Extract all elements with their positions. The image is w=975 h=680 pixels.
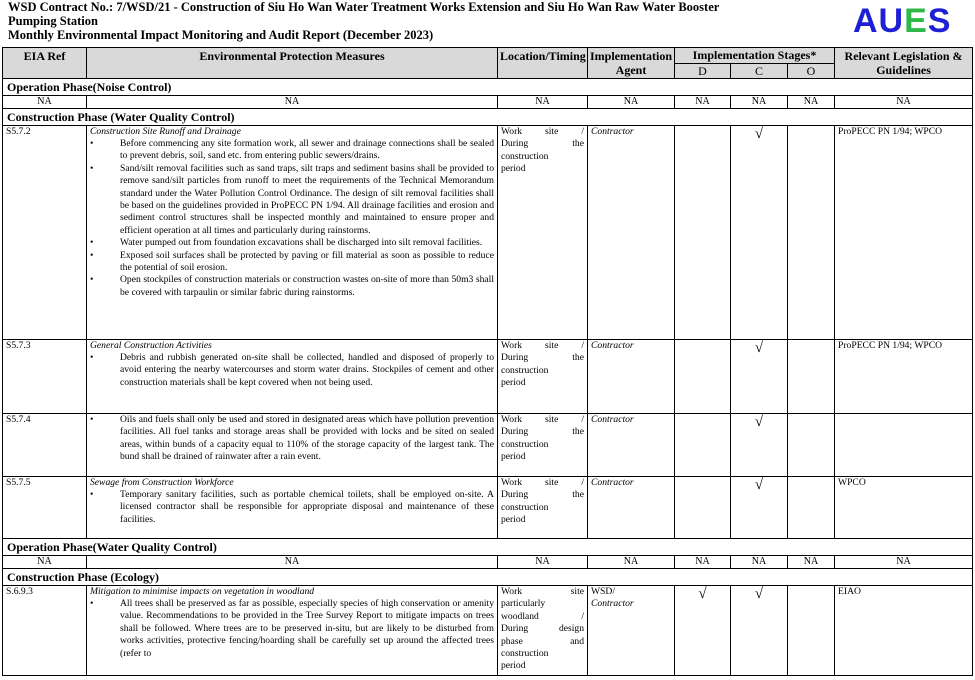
check-icon: √	[675, 586, 731, 676]
list-item: • Temporary sanitary facilities, such as portable chemical toilets, shall be employed on-site. A licensed contractor shall be responsible for appropriate disposal and maintenance of these facilities.	[120, 489, 494, 526]
col-stage-c: C	[731, 63, 788, 79]
list-item: • Oils and fuels shall only be used and stored in designated areas which have pollution prevention facilities. All fuel tanks and storage areas shall be provided with locks and be sited on sealed areas, within bunds of a capacity equal to 110% of the storage capacity of the largest tank. The bund shall be drained of rainwater after a rain event.	[120, 414, 494, 464]
check-icon: √	[731, 126, 788, 340]
implementation-schedule-table	[2, 47, 973, 676]
check-icon: √	[731, 340, 788, 414]
phase-noise: Operation Phase(Noise Control)	[3, 79, 973, 96]
check-icon: √	[731, 586, 788, 676]
measure-title: General Construction Activities	[90, 340, 212, 351]
report-title: Monthly Environmental Impact Monitoring and Audit Report (December 2023)	[8, 28, 434, 42]
col-measures: Environmental Protection Measures	[87, 48, 498, 79]
check-icon: √	[731, 414, 788, 477]
col-stage-d: D	[675, 63, 731, 79]
list-item: • Open stockpiles of construction materials or construction wastes on-site of more than 50m3 shall be covered with tarpaulin or similar fabric during rainstorms.	[120, 274, 494, 299]
location-cell: Work site / During the construction period	[498, 340, 588, 414]
col-agent: Implementation Agent	[588, 48, 675, 79]
na-row: NA NA NA NA NA NA NA NA	[3, 556, 973, 569]
list-item: • Exposed soil surfaces shall be protected by paving or fill material as soon as possible to reduce the potential of soil erosion.	[120, 250, 494, 275]
location-cell: Work site / During the construction period	[498, 414, 588, 477]
table-row: S5.7.5 Sewage from Construction Workforce • Temporary sanitary facilities, such as portable chemical toilets, shall be employed on-site. A licensed contractor shall be responsible for appropriate disposal and maintenance of these facilities. Work site / During the construction period Contractor √ WPCO	[3, 477, 973, 539]
col-location: Location/Timing	[498, 48, 588, 79]
measure-title: Mitigation to minimise impacts on vegetation in woodland	[90, 586, 315, 597]
location-cell: Work site / During the construction period	[498, 126, 588, 340]
list-item: • Debris and rubbish generated on-site shall be collected, handled and disposed of properly to avoid entering the nearby watercourses and storm water drains. Stockpiles of cement and other construction materials shall be kept covered when not being used.	[120, 352, 494, 389]
list-item: • Before commencing any site formation work, all sewer and drainage connections shall be sealed to prevent debris, soil, sand etc. from entering public sewers/drains.	[120, 138, 494, 163]
list-item: • Sand/silt removal facilities such as sand traps, silt traps and sediment basins shall be provided to remove sand/silt particles from runoff to meet the requirements of the Technical Memorandum standard under the Water Pollution Control Ordinance. The design of silt removal facilities shall be based on the guidelines provided in ProPECC PN 1/94. All drainage facilities and erosion and sediment control structures shall be inspected monthly and maintained to ensure proper and efficient operation at all times and particularly during rainstorms.	[120, 163, 494, 237]
na-row: NA NA NA NA NA NA NA NA	[3, 96, 973, 109]
col-legislation: Relevant Legislation & Guidelines	[835, 48, 973, 79]
list-item: • Water pumped out from foundation excavations shall be discharged into silt removal facilities.	[120, 237, 494, 249]
table-row: S5.7.4 • Oils and fuels shall only be used and stored in designated areas which have pollution prevention facilities. All fuel tanks and storage areas shall be provided with locks and be sited on sealed areas, within bunds of a capacity equal to 110% of the storage capacity of the largest tank. The bund shall be drained of rainwater after a rain event. Work site / During the construction period Contractor √	[3, 414, 973, 477]
table-row: S5.7.2 Construction Site Runoff and Drainage • Before commencing any site formation work, all sewer and drainage connections shall be sealed to prevent debris, soil, sand etc. from entering public sewers/drains. • Sand/silt removal facilities such as sand traps, silt traps and sediment basins shall be provided to remove sand/silt particles from runoff to meet the requirements of the Technical Memorandum standard under the Water Pollution Control Ordinance. The design of silt removal facilities shall be based on the guidelines provided in ProPECC PN 1/94. All drainage facilities and erosion and sediment control structures shall be inspected monthly and maintained to ensure proper and efficient operation at all times and particularly during rainstorms. • Water pumped out from foundation excavations shall be discharged into silt removal facilities. • Exposed soil surfaces shall be protected by paving or fill material as soon as possible to reduce the potential of soil erosion. • Open stockpiles of construction materials or construction wastes on-site of more than 50m3 shall be covered with tarpaulin or similar fabric during rainstorms. Work site / During the construction period Contractor √ ProPECC PN 1/94; WPCO	[3, 126, 973, 340]
document-header	[8, 0, 808, 42]
col-eia-ref: EIA Ref	[3, 48, 87, 79]
table-row: S5.7.3 General Construction Activities • Debris and rubbish generated on-site shall be collected, handled and disposed of properly to avoid entering the nearby watercourses and storm water drains. Stockpiles of cement and other construction materials shall be kept covered when not being used. Work site / During the construction period Contractor √ ProPECC PN 1/94; WPCO	[3, 340, 973, 414]
col-stage-o: O	[788, 63, 835, 79]
phase-water-construction: Construction Phase (Water Quality Control)	[3, 109, 973, 126]
measure-title: Construction Site Runoff and Drainage	[90, 126, 241, 137]
check-icon: √	[731, 477, 788, 539]
phase-ecology: Construction Phase (Ecology)	[3, 569, 973, 586]
measure-title: Sewage from Construction Workforce	[90, 477, 234, 488]
table-row: S.6.9.3 Mitigation to minimise impacts on vegetation in woodland • All trees shall be preserved as far as possible, especially species of high conservation or amenity value. Recommendations to be provided in the Tree Survey Report to mitigate impacts on trees shall be followed. Where trees are to be preserved in-situ, but are likely to be disturbed from works activities, protective fencing/hoarding shall be carefully set up around the affected trees (refer to Work site particularly woodland / During design phase and construction period WSD/ Contractor √ √ EIAO	[3, 586, 973, 676]
col-stages: Implementation Stages*	[675, 48, 835, 64]
list-item: • All trees shall be preserved as far as possible, especially species of high conservation or amenity value. Recommendations to be provided in the Tree Survey Report to mitigate impacts on trees shall be followed. Where trees are to be preserved in-situ, but are likely to be disturbed from works activities, protective fencing/hoarding shall be carefully set up around the affected trees (refer to	[120, 598, 494, 660]
location-cell: Work site / During the construction period	[498, 477, 588, 539]
aues-logo: AUES	[853, 2, 952, 40]
phase-water-operation: Operation Phase(Water Quality Control)	[3, 539, 973, 556]
contract-title: WSD Contract No.: 7/WSD/21 - Construction of Siu Ho Wan Water Treatment Works Extension and Siu Ho Wan Raw Water Booster	[8, 0, 720, 14]
location-cell: Work site particularly woodland / During design phase and construction period	[498, 586, 588, 676]
contract-title-cont: Pumping Station	[8, 14, 98, 28]
